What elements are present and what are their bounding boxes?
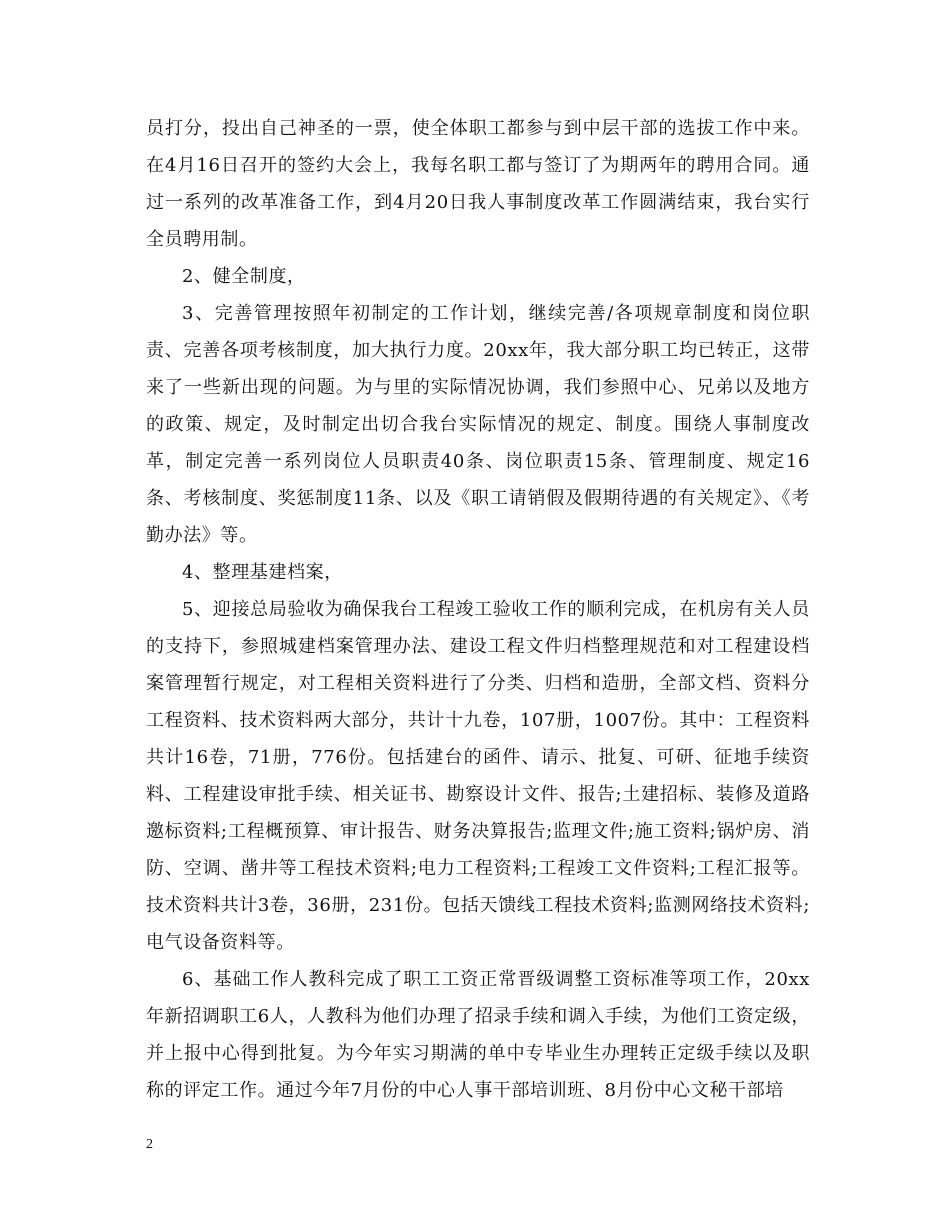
page-number: 2 xyxy=(146,1137,153,1152)
paragraph-item-4: 4、整理基建档案， xyxy=(182,562,343,583)
document-body xyxy=(146,110,810,1109)
paragraph-item-5: 5、迎接总局验收为确保我台工程竣工验收工作的顺利完成，在机房有关人员的支持下，参照城建档案管理办法、建设工程文件归档整理规范和对工程建设档案管理暂行规定，对工程相关资料进行了分类、归档和造册，全部文档、资料分工程资料、技术资料两大部分，共计十九卷，107册，1007份。其中：工程资料共计16卷，71册，776份。包括建台的函件、请示、批复、可研、征地手续资料、工程建设审批手续、相关证书、勘察设计文件、报告;土建招标、装修及道路邀标资料;工程概预算、审计报告、财务决算报告;监理文件;施工资料;锅炉房、消防、空调、凿井等工程技术资料;电力工程资料;工程竣工文件资料;工程汇报等。技术资料共计3卷，36册，231份。包括天馈线工程技术资料;监测网络技术资料;电气设备资料等。 xyxy=(146,599,810,953)
paragraph-item-3: 3、完善管理按照年初制定的工作计划，继续完善/各项规章制度和岗位职责、完善各项考核制度，加大执行力度。20xx年，我大部分职工均已转正，这带来了一些新出现的问题。为与里的实际情况协调，我们参照中心、兄弟以及地方的政策、规定，及时制定出切合我台实际情况的规定、制度。围绕人事制度改革，制定完善一系列岗位人员职责40条、岗位职责15条、管理制度、规定16条、考核制度、奖惩制度11条、以及《职工请销假及假期待遇的有关规定》、《考勤办法》等。 xyxy=(146,303,810,546)
paragraph-continuation: 员打分，投出自己神圣的一票，使全体职工都参与到中层干部的选拔工作中来。在4月16日召开的签约大会上，我每名职工都与签订了为期两年的聘用合同。通过一系列的改革准备工作，到4月20日我人事制度改革工作圆满结束，我台实行全员聘用制。 xyxy=(146,118,810,250)
paragraph-item-6: 6、基础工作人教科完成了职工工资正常晋级调整工资标准等项工作，20xx年新招调职工6人，人教科为他们办理了招录手续和调入手续，为他们工资定级，并上报中心得到批复。为今年实习期满的单中专毕业生办理转正定级手续以及职称的评定工作。通过今年7月份的中心人事干部培训班、8月份中心文秘干部培 xyxy=(146,969,810,1101)
paragraph-item-2: 2、健全制度， xyxy=(182,266,306,287)
